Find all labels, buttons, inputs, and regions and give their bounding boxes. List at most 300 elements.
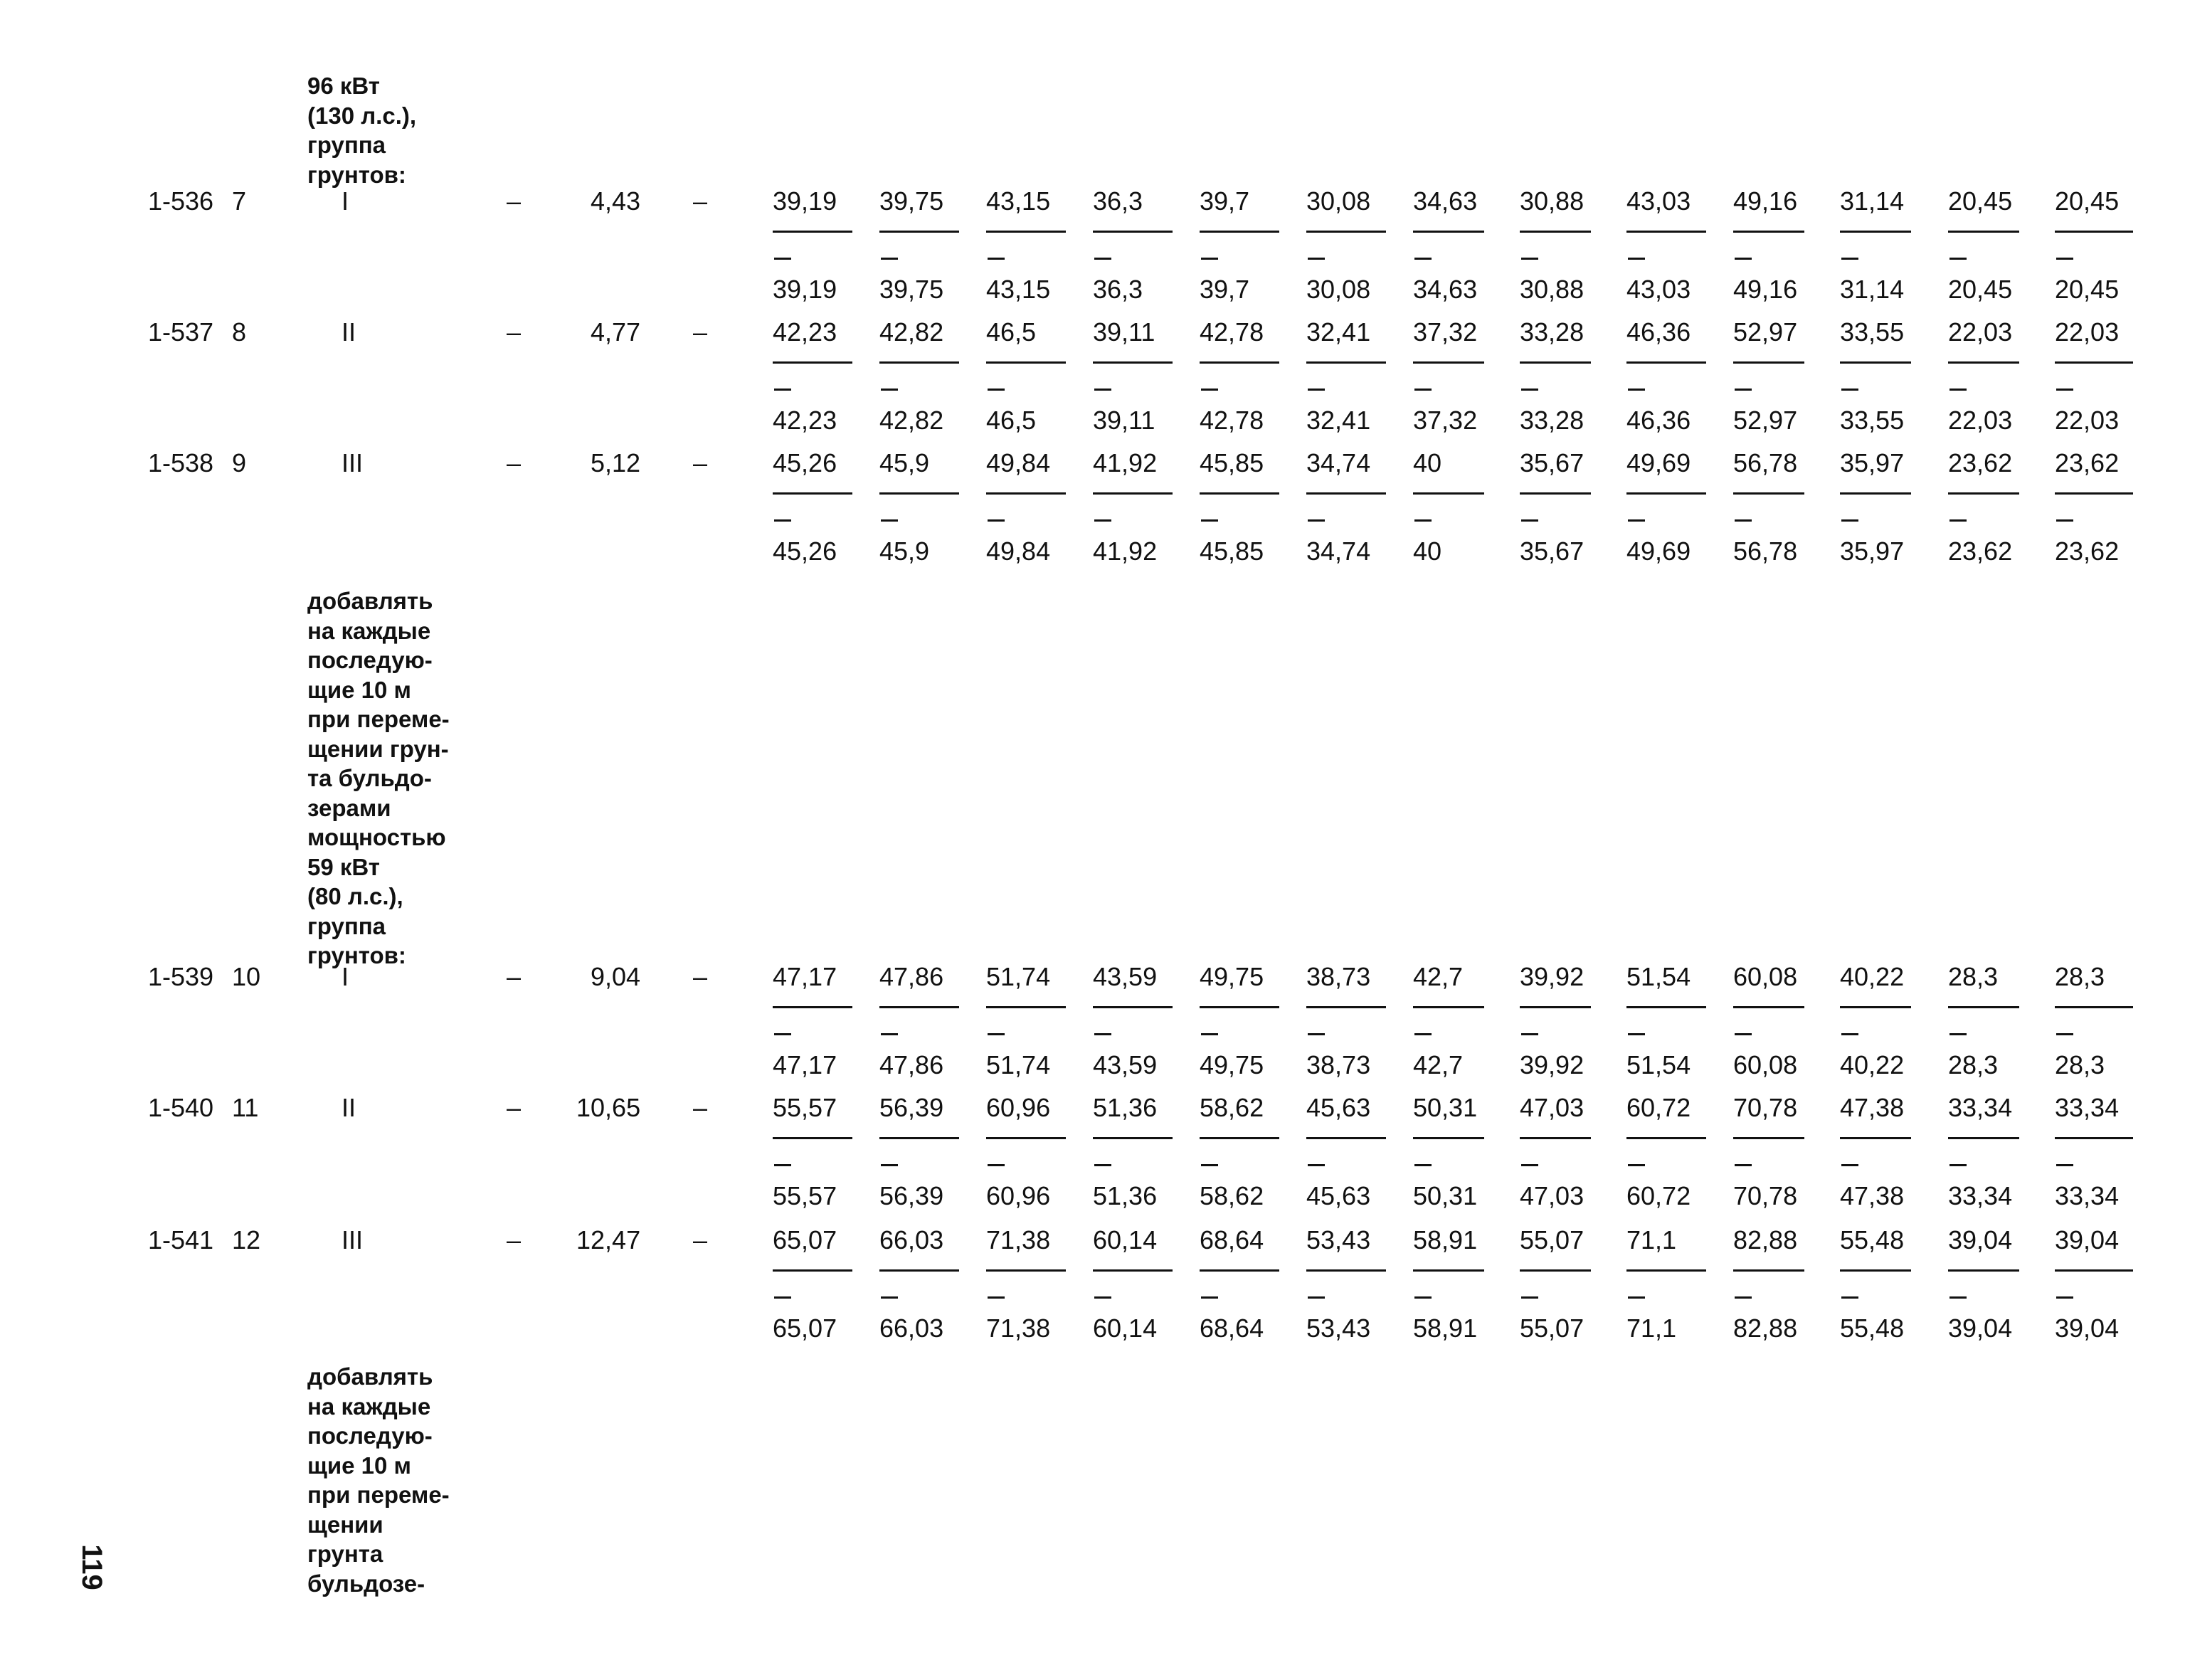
minus-sign [1521, 519, 1538, 522]
minus-sign [1521, 1296, 1538, 1299]
row-value: 12,47 [576, 1225, 641, 1254]
fraction-numerator: 65,07 [773, 1225, 837, 1254]
fraction-denominator: 47,86 [879, 1050, 944, 1079]
add-note-line: щении грун- [307, 735, 449, 762]
add-note-line: щие 10 м [307, 1452, 411, 1479]
minus-sign [1201, 258, 1218, 260]
fraction-denominator: 37,32 [1413, 406, 1478, 435]
minus-sign [1308, 258, 1325, 260]
fraction-numerator: 34,63 [1413, 186, 1478, 216]
page-number: 119 [75, 1544, 107, 1590]
fraction-rule [1306, 1137, 1386, 1139]
fraction-rule [1520, 1137, 1591, 1139]
add-note-line: на каждые [307, 1393, 431, 1420]
header-desc-line: 96 кВт [307, 73, 380, 99]
fraction-numerator: 39,11 [1093, 317, 1155, 347]
fraction-rule [1200, 361, 1279, 364]
fraction-numerator: 51,74 [986, 962, 1051, 991]
fraction-rule [1200, 492, 1279, 495]
fraction-numerator: 82,88 [1733, 1225, 1798, 1254]
fraction-numerator: 47,86 [879, 962, 944, 991]
fraction-denominator: 28,3 [1948, 1050, 1999, 1079]
minus-sign [1414, 519, 1432, 522]
minus-sign [1094, 389, 1111, 391]
fraction-rule [773, 1006, 852, 1008]
fraction-denominator: 42,23 [773, 406, 837, 435]
fraction-numerator: 39,92 [1520, 962, 1584, 991]
add-note-line: последую- [307, 647, 433, 673]
fraction-rule [1306, 1006, 1386, 1008]
fraction-numerator: 35,67 [1520, 448, 1584, 477]
fraction-rule [986, 1006, 1066, 1008]
fraction-denominator: 45,63 [1306, 1181, 1371, 1210]
fraction-rule [1520, 492, 1591, 495]
row-value: 4,43 [591, 186, 641, 216]
add-note-line: зерами [307, 794, 391, 821]
fraction-rule [1948, 492, 2019, 495]
fraction-denominator: 40,22 [1840, 1050, 1905, 1079]
fraction-denominator: 49,16 [1733, 275, 1798, 304]
fraction-numerator: 33,28 [1520, 317, 1584, 347]
minus-sign [1308, 389, 1325, 391]
fraction-denominator: 46,5 [986, 406, 1037, 435]
fraction-denominator: 51,54 [1626, 1050, 1691, 1079]
fraction-denominator: 22,03 [2055, 406, 2120, 435]
soil-group: I [342, 962, 349, 991]
fraction-rule [773, 492, 852, 495]
fraction-denominator: 38,73 [1306, 1050, 1371, 1079]
minus-sign [1414, 1296, 1432, 1299]
fraction-rule [1948, 361, 2019, 364]
row-number: 11 [232, 1093, 259, 1122]
fraction-numerator: 52,97 [1733, 317, 1798, 347]
fraction-rule [1840, 1006, 1911, 1008]
fraction-rule [2055, 1269, 2133, 1272]
fraction-denominator: 28,3 [2055, 1050, 2105, 1079]
fraction-numerator: 46,5 [986, 317, 1037, 347]
fraction-denominator: 60,14 [1093, 1314, 1158, 1343]
row-value: 5,12 [591, 448, 641, 477]
fraction-rule [1093, 492, 1173, 495]
header-desc-line: группа [307, 132, 386, 158]
fraction-denominator: 33,28 [1520, 406, 1584, 435]
fraction-denominator: 43,03 [1626, 275, 1691, 304]
fraction-denominator: 39,04 [2055, 1314, 2120, 1343]
fraction-rule [1093, 1269, 1173, 1272]
fraction-numerator: 42,82 [879, 317, 944, 347]
fraction-numerator: 38,73 [1306, 962, 1371, 991]
row-number: 8 [232, 317, 247, 347]
fraction-denominator: 65,07 [773, 1314, 837, 1343]
minus-sign [774, 258, 791, 260]
row-value: 4,77 [591, 317, 641, 347]
fraction-numerator: 40 [1413, 448, 1442, 477]
fraction-numerator: 33,34 [1948, 1093, 2013, 1122]
row-dash: – [693, 962, 708, 991]
fraction-denominator: 30,08 [1306, 275, 1371, 304]
fraction-denominator: 32,41 [1306, 406, 1371, 435]
fraction-denominator: 41,92 [1093, 537, 1158, 566]
fraction-rule [1306, 231, 1386, 233]
fraction-rule [1093, 231, 1173, 233]
fraction-denominator: 35,97 [1840, 537, 1905, 566]
minus-sign [1308, 519, 1325, 522]
minus-sign [1094, 1164, 1111, 1166]
fraction-rule [1948, 1006, 2019, 1008]
fraction-denominator: 55,57 [773, 1181, 837, 1210]
fraction-denominator: 68,64 [1200, 1314, 1264, 1343]
fraction-numerator: 20,45 [1948, 186, 2013, 216]
fraction-rule [2055, 231, 2133, 233]
fraction-numerator: 46,36 [1626, 317, 1691, 347]
fraction-rule [773, 1137, 852, 1139]
fraction-numerator: 23,62 [2055, 448, 2120, 477]
soil-group: III [342, 1225, 364, 1254]
fraction-numerator: 42,7 [1413, 962, 1464, 991]
fraction-rule [1733, 492, 1804, 495]
fraction-denominator: 49,84 [986, 537, 1051, 566]
fraction-numerator: 36,3 [1093, 186, 1143, 216]
fraction-rule [1840, 231, 1911, 233]
fraction-numerator: 33,55 [1840, 317, 1905, 347]
row-dash: – [693, 186, 708, 216]
fraction-denominator: 39,75 [879, 275, 944, 304]
fraction-denominator: 47,17 [773, 1050, 837, 1079]
fraction-numerator: 55,57 [773, 1093, 837, 1122]
add-note-line: при переме- [307, 1481, 450, 1508]
fraction-rule [1840, 361, 1911, 364]
fraction-denominator: 47,38 [1840, 1181, 1905, 1210]
fraction-denominator: 71,38 [986, 1314, 1051, 1343]
fraction-rule [773, 231, 852, 233]
minus-sign [881, 389, 898, 391]
fraction-rule [1306, 492, 1386, 495]
minus-sign [1201, 519, 1218, 522]
fraction-numerator: 39,04 [1948, 1225, 2013, 1254]
fraction-numerator: 60,14 [1093, 1225, 1158, 1254]
minus-sign [1949, 389, 1967, 391]
fraction-numerator: 51,54 [1626, 962, 1691, 991]
add-note-line: (80 л.с.), [307, 883, 403, 909]
minus-sign [774, 519, 791, 522]
fraction-rule [1733, 1137, 1804, 1139]
fraction-rule [1626, 1006, 1706, 1008]
minus-sign [1735, 1296, 1752, 1299]
fraction-denominator: 51,36 [1093, 1181, 1158, 1210]
fraction-numerator: 37,32 [1413, 317, 1478, 347]
fraction-numerator: 39,75 [879, 186, 944, 216]
fraction-numerator: 58,91 [1413, 1225, 1478, 1254]
minus-sign [2056, 389, 2073, 391]
minus-sign [1735, 1164, 1752, 1166]
fraction-denominator: 39,04 [1948, 1314, 2013, 1343]
fraction-denominator: 39,19 [773, 275, 837, 304]
fraction-denominator: 20,45 [1948, 275, 2013, 304]
minus-sign [2056, 1296, 2073, 1299]
minus-sign [1841, 389, 1858, 391]
row-number: 7 [232, 186, 247, 216]
fraction-rule [1413, 1137, 1484, 1139]
fraction-numerator: 53,43 [1306, 1225, 1371, 1254]
fraction-numerator: 49,84 [986, 448, 1051, 477]
fraction-rule [1413, 1269, 1484, 1272]
fraction-rule [1840, 492, 1911, 495]
fraction-denominator: 71,1 [1626, 1314, 1677, 1343]
row-dash: – [507, 317, 522, 347]
fraction-rule [1306, 361, 1386, 364]
minus-sign [1308, 1296, 1325, 1299]
fraction-numerator: 49,75 [1200, 962, 1264, 991]
fraction-numerator: 30,88 [1520, 186, 1584, 216]
fraction-rule [1840, 1269, 1911, 1272]
fraction-numerator: 51,36 [1093, 1093, 1158, 1122]
fraction-denominator: 45,26 [773, 537, 837, 566]
fraction-denominator: 33,34 [1948, 1181, 2013, 1210]
fraction-numerator: 45,63 [1306, 1093, 1371, 1122]
fraction-denominator: 42,7 [1413, 1050, 1464, 1079]
fraction-numerator: 28,3 [1948, 962, 1999, 991]
fraction-numerator: 41,92 [1093, 448, 1158, 477]
fraction-rule [1093, 1137, 1173, 1139]
minus-sign [1628, 389, 1645, 391]
minus-sign [1949, 1296, 1967, 1299]
fraction-numerator: 60,96 [986, 1093, 1051, 1122]
add-note-line: щие 10 м [307, 676, 411, 703]
fraction-rule [986, 492, 1066, 495]
row-number: 10 [232, 962, 261, 991]
minus-sign [881, 1296, 898, 1299]
fraction-rule [879, 1269, 959, 1272]
minus-sign [1414, 258, 1432, 260]
fraction-denominator: 60,08 [1733, 1050, 1798, 1079]
add-note-line: бульдозе- [307, 1570, 425, 1597]
fraction-denominator: 42,82 [879, 406, 944, 435]
minus-sign [1949, 1033, 1967, 1035]
fraction-rule [1626, 361, 1706, 364]
fraction-numerator: 47,03 [1520, 1093, 1584, 1122]
add-note-line: грунта [307, 1541, 383, 1567]
fraction-numerator: 20,45 [2055, 186, 2120, 216]
fraction-numerator: 22,03 [2055, 317, 2120, 347]
minus-sign [1735, 258, 1752, 260]
fraction-numerator: 49,16 [1733, 186, 1798, 216]
fraction-numerator: 23,62 [1948, 448, 2013, 477]
fraction-numerator: 30,08 [1306, 186, 1371, 216]
minus-sign [988, 389, 1005, 391]
fraction-numerator: 66,03 [879, 1225, 944, 1254]
minus-sign [1308, 1164, 1325, 1166]
fraction-numerator: 71,38 [986, 1225, 1051, 1254]
minus-sign [1094, 519, 1111, 522]
row-dash: – [507, 186, 522, 216]
minus-sign [774, 389, 791, 391]
fraction-denominator: 82,88 [1733, 1314, 1798, 1343]
fraction-rule [1200, 231, 1279, 233]
fraction-denominator: 70,78 [1733, 1181, 1798, 1210]
minus-sign [881, 519, 898, 522]
fraction-numerator: 71,1 [1626, 1225, 1677, 1254]
fraction-denominator: 40 [1413, 537, 1442, 566]
fraction-rule [2055, 1137, 2133, 1139]
minus-sign [1308, 1033, 1325, 1035]
fraction-denominator: 33,55 [1840, 406, 1905, 435]
fraction-rule [986, 1137, 1066, 1139]
fraction-rule [879, 1137, 959, 1139]
add-note-line: группа [307, 912, 386, 939]
minus-sign [2056, 519, 2073, 522]
row-value: 10,65 [576, 1093, 641, 1122]
minus-sign [988, 1033, 1005, 1035]
minus-sign [774, 1296, 791, 1299]
row-dash: – [507, 962, 522, 991]
fraction-numerator: 42,23 [773, 317, 837, 347]
minus-sign [1841, 258, 1858, 260]
fraction-numerator: 50,31 [1413, 1093, 1478, 1122]
fraction-denominator: 39,92 [1520, 1050, 1584, 1079]
fraction-rule [1306, 1269, 1386, 1272]
fraction-denominator: 43,59 [1093, 1050, 1158, 1079]
row-dash: – [693, 1225, 708, 1254]
minus-sign [1414, 389, 1432, 391]
fraction-numerator: 70,78 [1733, 1093, 1798, 1122]
minus-sign [1949, 519, 1967, 522]
fraction-denominator: 34,74 [1306, 537, 1371, 566]
fraction-numerator: 56,78 [1733, 448, 1798, 477]
fraction-rule [773, 361, 852, 364]
fraction-rule [1626, 1269, 1706, 1272]
row-code: 1-537 [148, 317, 214, 347]
fraction-denominator: 43,15 [986, 275, 1051, 304]
fraction-denominator: 56,78 [1733, 537, 1798, 566]
fraction-rule [1840, 1137, 1911, 1139]
fraction-numerator: 39,7 [1200, 186, 1250, 216]
fraction-rule [1948, 231, 2019, 233]
minus-sign [1735, 519, 1752, 522]
fraction-rule [1948, 1137, 2019, 1139]
row-dash: – [693, 1093, 708, 1122]
fraction-denominator: 50,31 [1413, 1181, 1478, 1210]
fraction-rule [1626, 231, 1706, 233]
row-dash: – [507, 1225, 522, 1254]
fraction-denominator: 47,03 [1520, 1181, 1584, 1210]
fraction-denominator: 36,3 [1093, 275, 1143, 304]
add-note-line: добавлять [307, 588, 433, 614]
minus-sign [1841, 1296, 1858, 1299]
fraction-denominator: 51,74 [986, 1050, 1051, 1079]
fraction-rule [1093, 361, 1173, 364]
fraction-denominator: 60,96 [986, 1181, 1051, 1210]
fraction-numerator: 45,26 [773, 448, 837, 477]
fraction-numerator: 49,69 [1626, 448, 1691, 477]
fraction-numerator: 56,39 [879, 1093, 944, 1122]
fraction-numerator: 32,41 [1306, 317, 1371, 347]
fraction-numerator: 34,74 [1306, 448, 1371, 477]
fraction-numerator: 45,85 [1200, 448, 1264, 477]
minus-sign [1094, 1296, 1111, 1299]
minus-sign [2056, 1033, 2073, 1035]
fraction-rule [2055, 492, 2133, 495]
fraction-rule [1093, 1006, 1173, 1008]
minus-sign [1949, 258, 1967, 260]
soil-group: II [342, 317, 356, 347]
add-note-line: добавлять [307, 1363, 433, 1390]
fraction-rule [879, 361, 959, 364]
minus-sign [1628, 1296, 1645, 1299]
minus-sign [1628, 1164, 1645, 1166]
add-note-line: на каждые [307, 617, 431, 644]
fraction-numerator: 60,72 [1626, 1093, 1691, 1122]
fraction-numerator: 42,78 [1200, 317, 1264, 347]
fraction-numerator: 33,34 [2055, 1093, 2120, 1122]
minus-sign [1735, 389, 1752, 391]
fraction-rule [773, 1269, 852, 1272]
fraction-rule [1733, 231, 1804, 233]
fraction-rule [879, 492, 959, 495]
header-desc-line: (130 л.с.), [307, 102, 417, 129]
fraction-denominator: 35,67 [1520, 537, 1584, 566]
minus-sign [1628, 258, 1645, 260]
add-note-line: последую- [307, 1422, 433, 1449]
fraction-numerator: 28,3 [2055, 962, 2105, 991]
fraction-denominator: 45,85 [1200, 537, 1264, 566]
fraction-denominator: 49,75 [1200, 1050, 1264, 1079]
fraction-denominator: 22,03 [1948, 406, 2013, 435]
fraction-rule [1413, 492, 1484, 495]
fraction-numerator: 22,03 [1948, 317, 2013, 347]
minus-sign [881, 258, 898, 260]
minus-sign [1094, 1033, 1111, 1035]
fraction-rule [986, 231, 1066, 233]
fraction-denominator: 49,69 [1626, 537, 1691, 566]
soil-group: III [342, 448, 364, 477]
fraction-numerator: 39,04 [2055, 1225, 2120, 1254]
soil-group: II [342, 1093, 356, 1122]
fraction-rule [2055, 361, 2133, 364]
fraction-numerator: 43,15 [986, 186, 1051, 216]
fraction-rule [1413, 231, 1484, 233]
add-note-line: мощностью [307, 824, 446, 850]
row-code: 1-541 [148, 1225, 214, 1254]
soil-group: I [342, 186, 349, 216]
fraction-numerator: 39,19 [773, 186, 837, 216]
fraction-rule [1200, 1137, 1279, 1139]
fraction-rule [2055, 1006, 2133, 1008]
fraction-rule [1626, 1137, 1706, 1139]
minus-sign [881, 1033, 898, 1035]
fraction-numerator: 47,17 [773, 962, 837, 991]
fraction-denominator: 31,14 [1840, 275, 1905, 304]
row-value: 9,04 [591, 962, 641, 991]
fraction-rule [879, 1006, 959, 1008]
fraction-numerator: 58,62 [1200, 1093, 1264, 1122]
fraction-denominator: 23,62 [2055, 537, 2120, 566]
fraction-rule [1413, 1006, 1484, 1008]
row-code: 1-538 [148, 448, 214, 477]
row-dash: – [693, 317, 708, 347]
minus-sign [988, 519, 1005, 522]
fraction-rule [1520, 1269, 1591, 1272]
fraction-denominator: 55,48 [1840, 1314, 1905, 1343]
fraction-denominator: 56,39 [879, 1181, 944, 1210]
minus-sign [1841, 519, 1858, 522]
minus-sign [1735, 1033, 1752, 1035]
row-dash: – [507, 448, 522, 477]
row-code: 1-536 [148, 186, 214, 216]
fraction-rule [879, 231, 959, 233]
row-dash: – [507, 1093, 522, 1122]
minus-sign [1414, 1033, 1432, 1035]
fraction-rule [986, 361, 1066, 364]
